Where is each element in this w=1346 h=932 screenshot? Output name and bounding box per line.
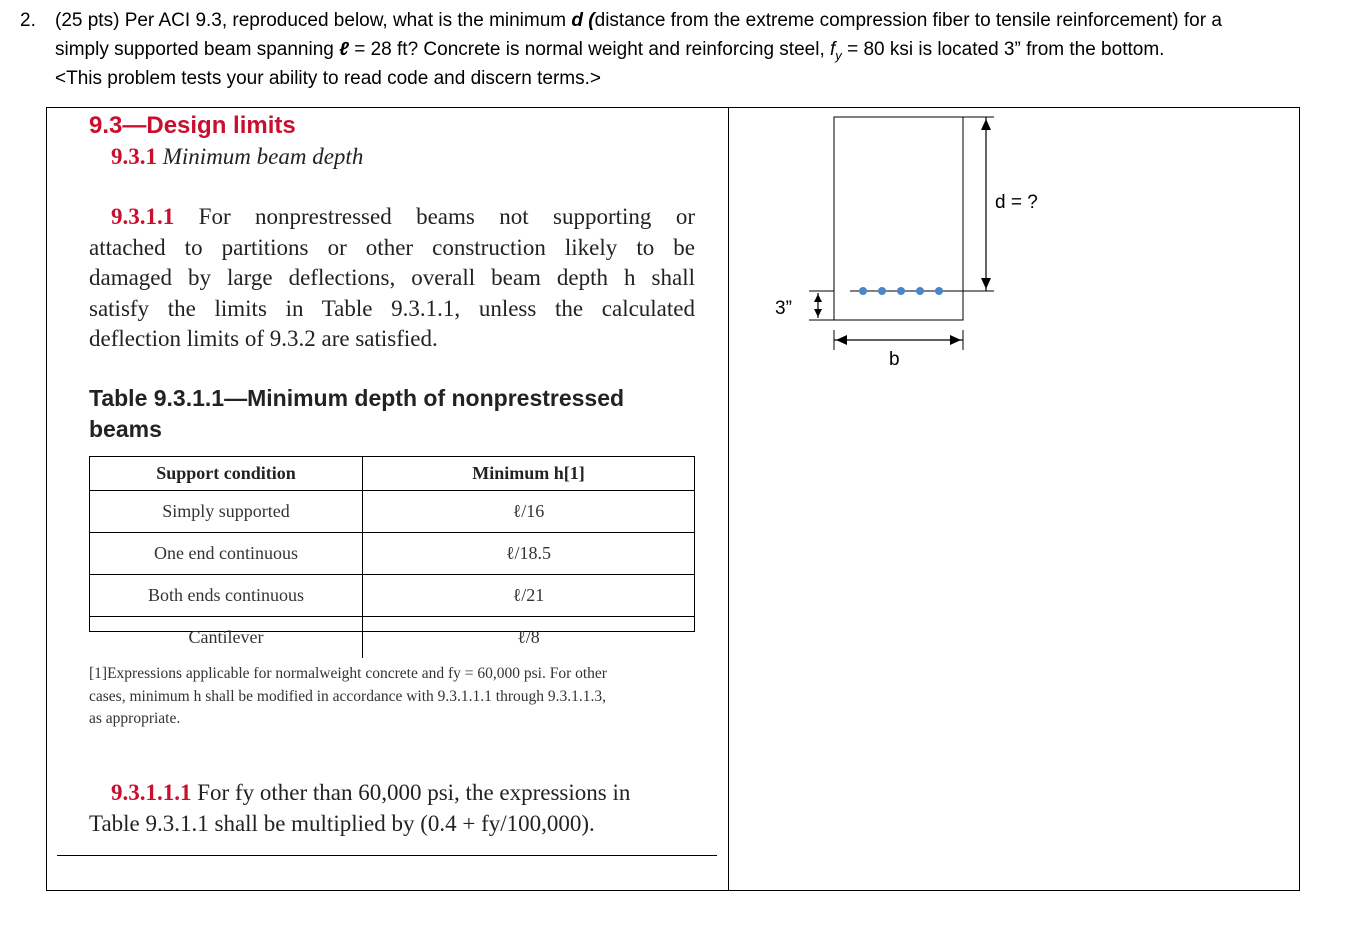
code-excerpt-rule	[57, 855, 717, 856]
d-arrow-up-icon	[981, 119, 991, 130]
d-label: d = ?	[995, 192, 1038, 213]
code-paragraph-2-line-1	[89, 778, 695, 809]
problem-frame	[46, 107, 1300, 891]
question-line-2-prefix: simply supported beam spanning	[55, 39, 334, 60]
rebar-dot	[897, 287, 905, 295]
table-row	[90, 532, 694, 574]
code-paragraph-line-3: damaged by large deflections, overall beam depth h shall	[89, 265, 695, 290]
b-label: b	[889, 349, 900, 370]
table-cell-min-h: ℓ/21	[512, 585, 545, 605]
code-paragraph-line-5: deflection limits of 9.3.2 are satisfied.	[89, 326, 438, 351]
subsection-number: 9.3.1	[111, 144, 157, 169]
code-paragraph	[89, 202, 695, 355]
rebar-dot	[859, 287, 867, 295]
question-line-3: <This problem tests your ability to read code and discern terms.>	[55, 68, 601, 89]
beam-section-diagram	[729, 108, 1298, 408]
code-paragraph-number: 9.3.1.1	[111, 204, 175, 229]
code-paragraph-2-line-1-text: For fy other than 60,000 psi, the expressions in	[197, 780, 631, 805]
question-line-1	[55, 6, 1335, 35]
code-paragraph-line-1	[89, 202, 695, 233]
cover-label: 3”	[775, 298, 792, 319]
footnote-line-3: as appropriate.	[89, 710, 181, 727]
table-cell-support: Both ends continuous	[90, 575, 363, 616]
table-header-min-h: Minimum h[1]	[472, 463, 585, 483]
table-cell-support: Cantilever	[90, 617, 363, 658]
d-arrow-down-icon	[981, 278, 991, 289]
question-line-1-bold: d (	[571, 10, 595, 31]
code-paragraph-line-1-text: For nonprestressed beams not supporting or	[198, 204, 695, 229]
footnote-line-1: [1]Expressions applicable for normalweight concrete and fy = 60,000 psi. For other	[89, 665, 607, 682]
fy-symbol: $f_y$	[830, 39, 842, 63]
rebar-dot	[878, 287, 886, 295]
table-cell-min-h: ℓ/18.5	[505, 543, 552, 563]
table-row	[90, 574, 694, 616]
b-arrow-left-icon	[836, 335, 847, 345]
rebar-dot	[916, 287, 924, 295]
section-title: 9.3—Design limits	[89, 112, 296, 139]
footnote-line-2: cases, minimum h shall be modified in accordance with 9.3.1.1.1 through 9.3.1.1.3,	[89, 687, 606, 705]
table-cell-support: One end continuous	[90, 533, 363, 574]
table-footnote	[89, 663, 695, 731]
table-row	[90, 490, 694, 532]
question-line-2	[55, 35, 1335, 64]
table-cell-min-h: ℓ/8	[517, 627, 540, 647]
table-title-line-2: beams	[89, 416, 162, 442]
question-line-1-rest: distance from the extreme compression fiber to tensile reinforcement) for a	[594, 10, 1222, 31]
table-title	[89, 383, 689, 445]
code-paragraph-2-number: 9.3.1.1.1	[111, 780, 192, 805]
b-arrow-right-icon	[950, 335, 961, 345]
min-depth-table	[89, 456, 695, 647]
table-cell-support: Simply supported	[90, 491, 363, 532]
cover-arrow-down-icon	[814, 309, 822, 317]
table-header-support: Support condition	[90, 457, 363, 490]
question-line-2-mid: = 28 ft? Concrete is normal weight and reinforcing steel,	[354, 39, 825, 60]
subsection-title	[111, 144, 363, 170]
code-paragraph-line-2: attached to partitions or other construction likely to be	[89, 234, 695, 260]
table-header-row	[90, 457, 694, 490]
subsection-text: Minimum beam depth	[162, 144, 364, 169]
question-line-2-rest: = 80 ksi is located 3” from the bottom.	[847, 39, 1165, 60]
code-paragraph-line-4: satisfy the limits in Table 9.3.1.1, unless the calculated	[89, 295, 695, 321]
rebar-dot	[935, 287, 943, 295]
table-cell-min-h: ℓ/16	[512, 501, 545, 521]
table-title-line-1: Table 9.3.1.1—Minimum depth of nonprestressed	[89, 385, 625, 411]
question-line-1-prefix: (25 pts) Per ACI 9.3, reproduced below, what is the minimum	[55, 10, 567, 31]
code-paragraph-2-line-2: Table 9.3.1.1 shall be multiplied by (0.4 + fy/100,000).	[89, 810, 595, 836]
question-number: 2.	[20, 10, 36, 31]
cover-arrow-up-icon	[814, 294, 822, 302]
table-row	[90, 616, 694, 658]
code-paragraph-2	[89, 778, 695, 839]
span-symbol: ℓ	[339, 39, 349, 60]
